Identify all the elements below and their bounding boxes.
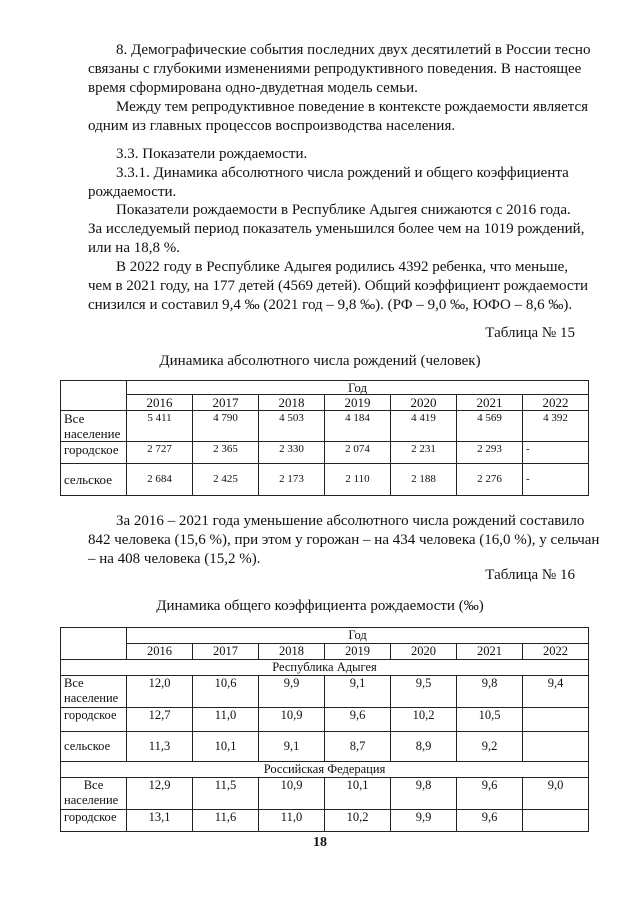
value-cell: 9,6: [325, 708, 391, 732]
value-cell: 9,9: [391, 810, 457, 832]
section-heading: 3.3. Показатели рождаемости.: [116, 146, 308, 162]
value-cell: 2 231: [391, 442, 457, 464]
year-cell: 2019: [325, 644, 391, 660]
value-cell: 2 293: [457, 442, 523, 464]
year-cell: 2022: [523, 395, 589, 411]
value-cell: 12,0: [127, 676, 193, 708]
value-cell: 11,5: [193, 778, 259, 810]
year-cell: 2016: [127, 644, 193, 660]
value-cell: 13,1: [127, 810, 193, 832]
value-cell: 5 411: [127, 411, 193, 442]
value-cell: 4 419: [391, 411, 457, 442]
value-cell: 4 503: [259, 411, 325, 442]
row-label: городское: [61, 708, 127, 732]
row-label: сельское: [61, 732, 127, 762]
paragraph-line: 842 человека (15,6 %), при этом у горожан – на 434 человека (16,0 %), у сельчан: [88, 532, 600, 548]
value-cell: [523, 732, 589, 762]
value-cell: 10,9: [259, 778, 325, 810]
table-row: [61, 778, 589, 810]
value-cell: 9,1: [325, 676, 391, 708]
value-cell: 10,5: [457, 708, 523, 732]
value-cell: 2 074: [325, 442, 391, 464]
paragraph-line: или на 18,8 %.: [88, 240, 180, 256]
row-label: сельское: [61, 464, 127, 496]
paragraph-line: чем в 2021 году, на 177 детей (4569 детей). Общий коэффициент рождаемости: [88, 278, 589, 294]
table-number: Таблица № 15: [485, 325, 575, 341]
value-cell: 9,2: [457, 732, 523, 762]
year-cell: 2016: [127, 395, 193, 411]
value-cell: 10,9: [259, 708, 325, 732]
value-cell: 9,9: [259, 676, 325, 708]
value-cell: 4 184: [325, 411, 391, 442]
value-cell: 9,8: [457, 676, 523, 708]
value-cell: 2 110: [325, 464, 391, 496]
paragraph-line: 8. Демографические события последних двух десятилетий в России тесно: [116, 42, 591, 58]
table-row: [61, 464, 589, 496]
value-cell: 9,6: [457, 778, 523, 810]
table-row: [61, 411, 589, 442]
paragraph-line: За исследуемый период показатель уменьшился более чем на 1019 рождений,: [88, 221, 585, 237]
section-label: Российская Федерация: [61, 762, 589, 778]
value-cell: 8,9: [391, 732, 457, 762]
paragraph-line: – на 408 человека (15,2 %).: [88, 551, 261, 567]
year-cell: 2018: [259, 395, 325, 411]
paragraph-line: связаны с глубокими изменениями репродуктивного поведения. В настоящее: [88, 61, 582, 77]
value-cell: [523, 708, 589, 732]
value-cell: 4 790: [193, 411, 259, 442]
table-row: [61, 676, 589, 708]
table-caption: Динамика абсолютного числа рождений (человек): [159, 353, 481, 369]
value-cell: 2 425: [193, 464, 259, 496]
table-row: [61, 442, 589, 464]
value-cell: 12,9: [127, 778, 193, 810]
year-cell: 2017: [193, 644, 259, 660]
paragraph-line: В 2022 году в Республике Адыгея родились 4392 ребенка, что меньше,: [116, 259, 568, 275]
value-cell: 2 365: [193, 442, 259, 464]
paragraph-line: время сформирована одно-двудетная модель семьи.: [88, 80, 418, 96]
paragraph-line: Показатели рождаемости в Республике Адыгея снижаются с 2016 года.: [116, 202, 571, 218]
value-cell: 10,1: [325, 778, 391, 810]
value-cell: 2 727: [127, 442, 193, 464]
table-caption: Динамика общего коэффициента рождаемости (‰): [156, 598, 484, 614]
page-number: 18: [313, 835, 327, 850]
row-label: Все население: [61, 676, 127, 708]
paragraph-line: снизился и составил 9,4 ‰ (2021 год – 9,8 ‰). (РФ – 9,0 ‰, ЮФО – 8,6 ‰).: [88, 297, 573, 313]
year-header: Год: [127, 628, 589, 644]
births-table: [60, 380, 589, 496]
row-label: городское: [61, 442, 127, 464]
value-cell: 4 569: [457, 411, 523, 442]
value-cell: 11,0: [193, 708, 259, 732]
year-header: Год: [127, 381, 589, 395]
value-cell: 11,6: [193, 810, 259, 832]
value-cell: 9,6: [457, 810, 523, 832]
paragraph-line: одним из главных процессов воспроизводства населения.: [88, 118, 456, 134]
value-cell: 2 188: [391, 464, 457, 496]
paragraph-line: За 2016 – 2021 года уменьшение абсолютного числа рождений составило: [116, 513, 585, 529]
table-row: [61, 732, 589, 762]
year-cell: 2020: [391, 395, 457, 411]
year-cell: 2020: [391, 644, 457, 660]
value-cell: 4 392: [523, 411, 589, 442]
year-cell: 2021: [457, 395, 523, 411]
year-cell: 2018: [259, 644, 325, 660]
year-cell: 2019: [325, 395, 391, 411]
value-cell: 10,2: [325, 810, 391, 832]
subsection-heading: рождаемости.: [88, 184, 177, 200]
value-cell: [523, 810, 589, 832]
table-row: [61, 708, 589, 732]
paragraph-line: Между тем репродуктивное поведение в контексте рождаемости является: [116, 99, 589, 115]
value-cell: -: [523, 464, 589, 496]
table-row: [61, 810, 589, 832]
row-label: Все население: [61, 778, 127, 810]
value-cell: -: [523, 442, 589, 464]
value-cell: 9,4: [523, 676, 589, 708]
value-cell: 9,1: [259, 732, 325, 762]
row-label: Все население: [61, 411, 127, 442]
value-cell: 10,6: [193, 676, 259, 708]
value-cell: 11,3: [127, 732, 193, 762]
value-cell: 2 330: [259, 442, 325, 464]
value-cell: 2 276: [457, 464, 523, 496]
value-cell: 11,0: [259, 810, 325, 832]
value-cell: 2 173: [259, 464, 325, 496]
value-cell: 8,7: [325, 732, 391, 762]
birth-rate-table: [60, 627, 589, 832]
value-cell: 10,1: [193, 732, 259, 762]
year-cell: 2021: [457, 644, 523, 660]
value-cell: 9,8: [391, 778, 457, 810]
table-number: Таблица № 16: [485, 567, 575, 583]
value-cell: 10,2: [391, 708, 457, 732]
section-label: Республика Адыгея: [61, 660, 589, 676]
year-cell: 2017: [193, 395, 259, 411]
value-cell: 9,5: [391, 676, 457, 708]
value-cell: 2 684: [127, 464, 193, 496]
value-cell: 12,7: [127, 708, 193, 732]
year-cell: 2022: [523, 644, 589, 660]
value-cell: 9,0: [523, 778, 589, 810]
row-label: городское: [61, 810, 127, 832]
subsection-heading: 3.3.1. Динамика абсолютного числа рождений и общего коэффициента: [116, 165, 569, 181]
